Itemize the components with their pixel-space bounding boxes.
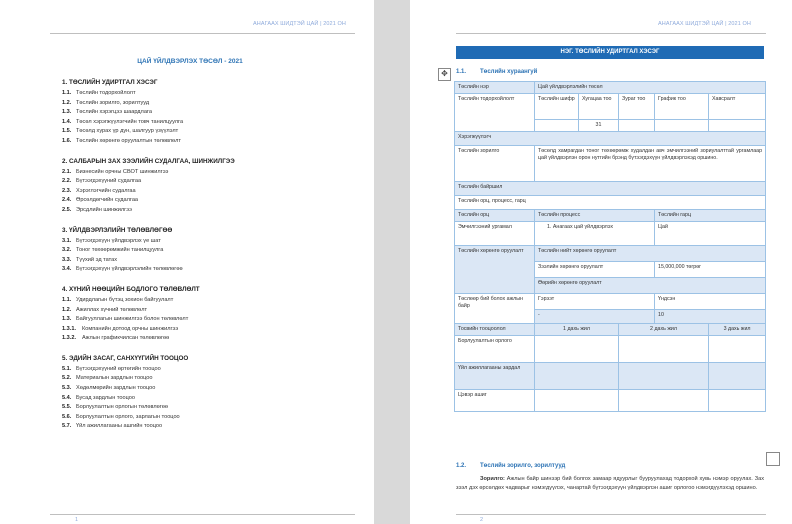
heading-text: Төслийн хураангуй — [480, 69, 538, 75]
table-row — [455, 324, 766, 336]
cell-value: 10 — [655, 310, 766, 324]
cell-value: Зээлийн хөрөнгө оруулалт — [535, 262, 655, 278]
page-header: АНАГААХ ШИДТЭЙ ЦАЙ | 2021 ОН — [658, 21, 751, 27]
toc-item-number: 5.7. — [62, 423, 72, 430]
page-number: 1 — [75, 517, 79, 523]
cell-value: Цай үйлдвэрлэлийн төсөл — [535, 82, 766, 94]
table-row — [455, 210, 766, 222]
document-page-2 — [410, 0, 792, 524]
toc-item-text: Борлуулалтын орлогын төлөвлөгөө — [76, 404, 169, 411]
toc-item-number: 5.4. — [62, 394, 72, 401]
cell-header: Гэрээт — [535, 294, 655, 310]
cell-value: Төслийн нийт хөрөнгө оруулалт — [535, 246, 766, 262]
cell-header: 3 дахь жил — [709, 324, 766, 336]
toc-item-text: Өрсөлдөгчийн судалгаа — [76, 197, 139, 204]
toc-item[interactable] — [62, 196, 352, 206]
heading-1-1 — [456, 69, 537, 75]
toc-item-text: Хөдөлмөрийн зардлын тооцоо — [76, 385, 156, 392]
cell-header: 1 дахь жил — [535, 324, 619, 336]
table-resize-handle-icon[interactable] — [766, 452, 780, 466]
toc-gap — [62, 344, 352, 352]
heading-text: Төслийн зорилго, зорилтууд — [480, 463, 566, 469]
toc-item-text: Бүтээгдэхүүн үйлдвэрлэх үе шат — [76, 237, 161, 244]
cell-value — [535, 363, 619, 390]
cell-value — [535, 390, 619, 412]
toc-item[interactable] — [62, 315, 352, 325]
table-row — [455, 246, 766, 262]
toc-item-number: 2.5. — [62, 206, 72, 213]
table-of-contents — [62, 76, 352, 432]
toc-section-title[interactable]: 4. ХҮНИЙ НӨӨЦИЙН БОДЛОГО ТӨЛӨВЛӨЛТ — [62, 285, 200, 293]
cell-value: Төсөлд хамрагдан тоног төхөөрөмж худалдан авч эмчилгээний зориулалттай ургамлаар цай үйлдвэрлэн орон нутгийн брэнд бүтээгдэхүүн үйлдвэрлэхэд оршино. — [535, 146, 766, 182]
cell-value — [709, 336, 766, 363]
toc-item-number: 2.3. — [62, 187, 72, 194]
toc-section-title[interactable]: 1. ТӨСЛИЙН УДИРТГАЛ ХЭСЭГ — [62, 79, 158, 86]
toc-item-number: 1.4. — [62, 118, 72, 125]
toc-item-number: 5.5. — [62, 404, 72, 411]
toc-item-number: 1.3.2. — [62, 335, 76, 342]
cell-label: Төслийн хөрөнгө оруулалт — [455, 246, 535, 294]
toc-item[interactable] — [62, 206, 352, 216]
toc-item-text: Тоног төхөөрөмжийн танилцуулга — [76, 247, 164, 254]
toc-item[interactable] — [62, 365, 352, 375]
toc-item[interactable] — [62, 118, 352, 128]
cell-header: 2 дахь жил — [619, 324, 709, 336]
toc-item-number: 3.4. — [62, 266, 72, 273]
cell-value — [655, 120, 709, 132]
toc-item-text: Бүтээгдэхүүний судалгаа — [76, 178, 142, 185]
toc-item-number: 1.5. — [62, 128, 72, 135]
toc-item-number: 1.3.1. — [62, 325, 76, 332]
toc-item[interactable] — [62, 374, 352, 384]
document-page-1 — [0, 0, 374, 524]
cell-label: Үйл ажиллагааны зардал — [455, 363, 535, 390]
toc-section-title[interactable]: 2. САЛБАРЫН ЗАХ ЗЭЭЛИЙН СУДАЛГАА, ШИНЖИЛГЭЭ — [62, 157, 235, 165]
toc-item[interactable] — [62, 246, 352, 256]
cell-value: Цай — [655, 222, 766, 246]
toc-item-number: 2.2. — [62, 178, 72, 185]
toc-item-text: Үйл ажиллагааны ашгийн тооцоо — [76, 423, 163, 430]
cell-value — [535, 336, 619, 363]
toc-item[interactable] — [62, 127, 352, 137]
toc-gap — [62, 275, 352, 283]
paragraph-lead: Зорилго: — [480, 476, 505, 482]
toc-item-number: 3.1. — [62, 237, 72, 244]
heading-1-2 — [456, 463, 565, 469]
toc-section-title[interactable]: 3. ҮЙЛДВЭРЛЭЛИЙН ТӨЛӨВЛӨГӨӨ — [62, 226, 173, 234]
toc-item[interactable] — [62, 306, 352, 316]
table-move-handle-icon[interactable]: ✥ — [438, 68, 451, 81]
cell-label: Тосвийн тооцоолол — [455, 324, 535, 336]
toc-item-text: Төсөлд хурах үр дүн, шалгуур үзүүлэлт — [76, 128, 179, 135]
cell-value — [619, 120, 655, 132]
toc-item[interactable] — [62, 325, 352, 335]
toc-gap — [62, 147, 352, 155]
toc-item[interactable] — [62, 177, 352, 187]
cell-header: Хугацаа тоо — [579, 94, 619, 120]
toc-item-text: Хэрэглэгчийн судалгаа — [76, 187, 136, 194]
toc-item-text: Төслийн зорилго, зорилтууд — [76, 99, 150, 106]
toc-item-number: 1.1. — [62, 296, 72, 303]
paragraph-text: Ажлын байр шинээр бий болгох замаар ядуурлыг бууруулахад тодорхой хувь нэмэр оруулах. Зах зээл дэх өрсөлдөх чадварыг нэмэгдүүлэх, чанартай бүтээгдэхүүн үйлдвэрлэн ашиг орлогоо нэмэгдүүлэхэд оршино. — [456, 476, 764, 491]
cell-header: Төслийн орц — [455, 210, 535, 222]
footer-divider — [50, 514, 355, 515]
project-summary-table — [454, 81, 766, 412]
toc-item-number: 5.1. — [62, 365, 72, 372]
table-row — [455, 196, 766, 210]
toc-item[interactable] — [62, 168, 352, 178]
toc-item[interactable] — [62, 384, 352, 394]
toc-item-number: 1.1. — [62, 90, 72, 96]
cell-value — [709, 363, 766, 390]
cell-value: 1. Анагаах цай үйлдвэрлэх — [535, 222, 655, 246]
toc-item-number: 5.2. — [62, 375, 72, 382]
body-paragraph — [456, 475, 764, 492]
toc-item[interactable] — [62, 137, 352, 147]
toc-item-number: 1.2. — [62, 306, 72, 313]
cell-value: Эмчилгээний ургамал — [455, 222, 535, 246]
toc-item-text: Эрсдлийн шинжилгээ — [76, 206, 132, 213]
cell-header: Төслийн процесс — [535, 210, 655, 222]
toc-item-text: Түүхий эд татах — [76, 256, 118, 263]
cell-label: Цэвэр ашиг — [455, 390, 535, 412]
table-row — [455, 222, 766, 246]
toc-item-text: Бизнесийн орчны СВОТ шинжилгээ — [76, 168, 169, 175]
cell-label: Төслийн тодорхойлолт — [455, 94, 535, 132]
table-row — [455, 390, 766, 412]
cell-header: Төслийн гарц — [655, 210, 766, 222]
heading-number: 1.1. — [456, 69, 467, 75]
toc-item[interactable] — [62, 265, 352, 275]
toc-item-text: Бүтээгдэхүүн үйлдвэрлэлийн төлөвлөгөө — [76, 266, 183, 273]
header-divider — [50, 33, 355, 34]
cell-value: Өөрийн хөрөнгө оруулалт — [535, 278, 766, 294]
toc-section-title[interactable]: 5. ЭДИЙН ЗАСАГ, САНХҮҮГИЙН ТООЦОО — [62, 354, 189, 362]
toc-item[interactable] — [62, 296, 352, 306]
toc-item-text: Бүтээгдэхүүний өртөгийн тооцоо — [76, 365, 161, 372]
toc-item-number: 5.6. — [62, 413, 72, 420]
toc-item-number: 1.6. — [62, 137, 72, 144]
cell-value — [535, 120, 579, 132]
toc-item-text: Төслийн хөрөнгө оруулалтын төлөвлөлт — [76, 137, 181, 144]
table-row — [455, 336, 766, 363]
cell-value — [619, 336, 709, 363]
page-number: 2 — [480, 517, 484, 523]
toc-item-text: Компанийн дотоод орчны шинжилгээ — [82, 325, 179, 332]
cell-value — [619, 363, 709, 390]
toc-item-number: 3.3. — [62, 256, 72, 263]
toc-item[interactable] — [62, 99, 352, 109]
toc-item-number: 1.2. — [62, 99, 72, 106]
toc-item[interactable] — [62, 237, 352, 247]
toc-item[interactable] — [62, 394, 352, 404]
toc-item-number: 1.3. — [62, 109, 72, 116]
cell-value — [619, 390, 709, 412]
toc-gap — [62, 216, 352, 224]
toc-item[interactable] — [62, 108, 352, 118]
cell-value: 15,000,000 төгрөг — [655, 262, 766, 278]
table-row — [455, 363, 766, 390]
toc-item[interactable] — [62, 422, 352, 432]
cell-label: Төслийн нэр — [455, 82, 535, 94]
toc-item[interactable] — [62, 413, 352, 423]
cell-header: График тоо — [655, 94, 709, 120]
toc-item[interactable] — [62, 256, 352, 266]
table-row — [455, 146, 766, 182]
table-row — [455, 82, 766, 94]
toc-item-text: Удирдлагын бүтэц зохион байгуулалт — [76, 296, 174, 303]
toc-item-text: Ажлын графикчилсан төлөвлөгөө — [82, 335, 170, 342]
document-title: ЦАЙ ҮЙЛДВЭРЛЭХ ТӨСӨЛ - 2021 — [137, 58, 243, 65]
table-row — [455, 132, 766, 146]
cell-header: Хавсралт — [709, 94, 766, 120]
cell-label: Төслийн зорилго — [455, 146, 535, 182]
cell-label: Төслийн байршил — [455, 182, 766, 196]
toc-item[interactable] — [62, 403, 352, 413]
toc-item-text: Төсөл хэрэгжүүлэгчийн товч танилцуулга — [76, 118, 184, 125]
toc-item-number: 3.2. — [62, 247, 72, 254]
table-row — [455, 294, 766, 310]
toc-item-text: Төслийн хэрэгцээ шаардлага — [76, 109, 152, 116]
cell-value — [709, 120, 766, 132]
footer-divider — [456, 514, 766, 515]
toc-item-number: 2.1. — [62, 168, 72, 175]
cell-label: Борлуулалтын орлого — [455, 336, 535, 363]
cell-value: - — [535, 310, 655, 324]
toc-item[interactable] — [62, 89, 352, 99]
toc-item-number: 2.4. — [62, 197, 72, 204]
toc-item-text: Байгууллагын шинжилгээ болон төлөвлөлт — [76, 316, 189, 323]
cell-value — [709, 390, 766, 412]
table-row — [455, 94, 766, 120]
toc-item-text: Ажиллах хүчний төлөвлөлт — [76, 306, 148, 313]
table-row — [455, 182, 766, 196]
header-divider — [456, 33, 766, 34]
cell-header: Зураг тоо — [619, 94, 655, 120]
cell-header: Үндсэн — [655, 294, 766, 310]
toc-item-text: Төслийн тодорхойлолт — [76, 90, 136, 96]
cell-label: Төслөөр бий болох ажлын байр — [455, 294, 535, 324]
toc-item-text: Материалын зардлын тооцоо — [76, 375, 153, 382]
toc-item[interactable] — [62, 334, 352, 344]
cell-value: 31 — [579, 120, 619, 132]
toc-item[interactable] — [62, 187, 352, 197]
toc-item-number: 5.3. — [62, 385, 72, 392]
page-header: АНАГААХ ШИДТЭЙ ЦАЙ | 2021 ОН — [253, 21, 346, 27]
toc-item-number: 1.3. — [62, 316, 72, 323]
toc-item-text: Бусад зардлын тооцоо — [76, 394, 135, 401]
toc-item-text: Борлуулалтын орлого, зарлагын тооцоо — [76, 413, 180, 420]
section-band-title: НЭГ. ТӨСЛИЙН УДИРТГАЛ ХЭСЭГ — [456, 46, 764, 59]
cell-header: Төслийн шифр — [535, 94, 579, 120]
cell-label: Хэрэгжүүлэгч — [455, 132, 766, 146]
heading-number: 1.2. — [456, 463, 467, 469]
cell-label: Төслийн орц, процесс, гарц — [455, 196, 766, 210]
